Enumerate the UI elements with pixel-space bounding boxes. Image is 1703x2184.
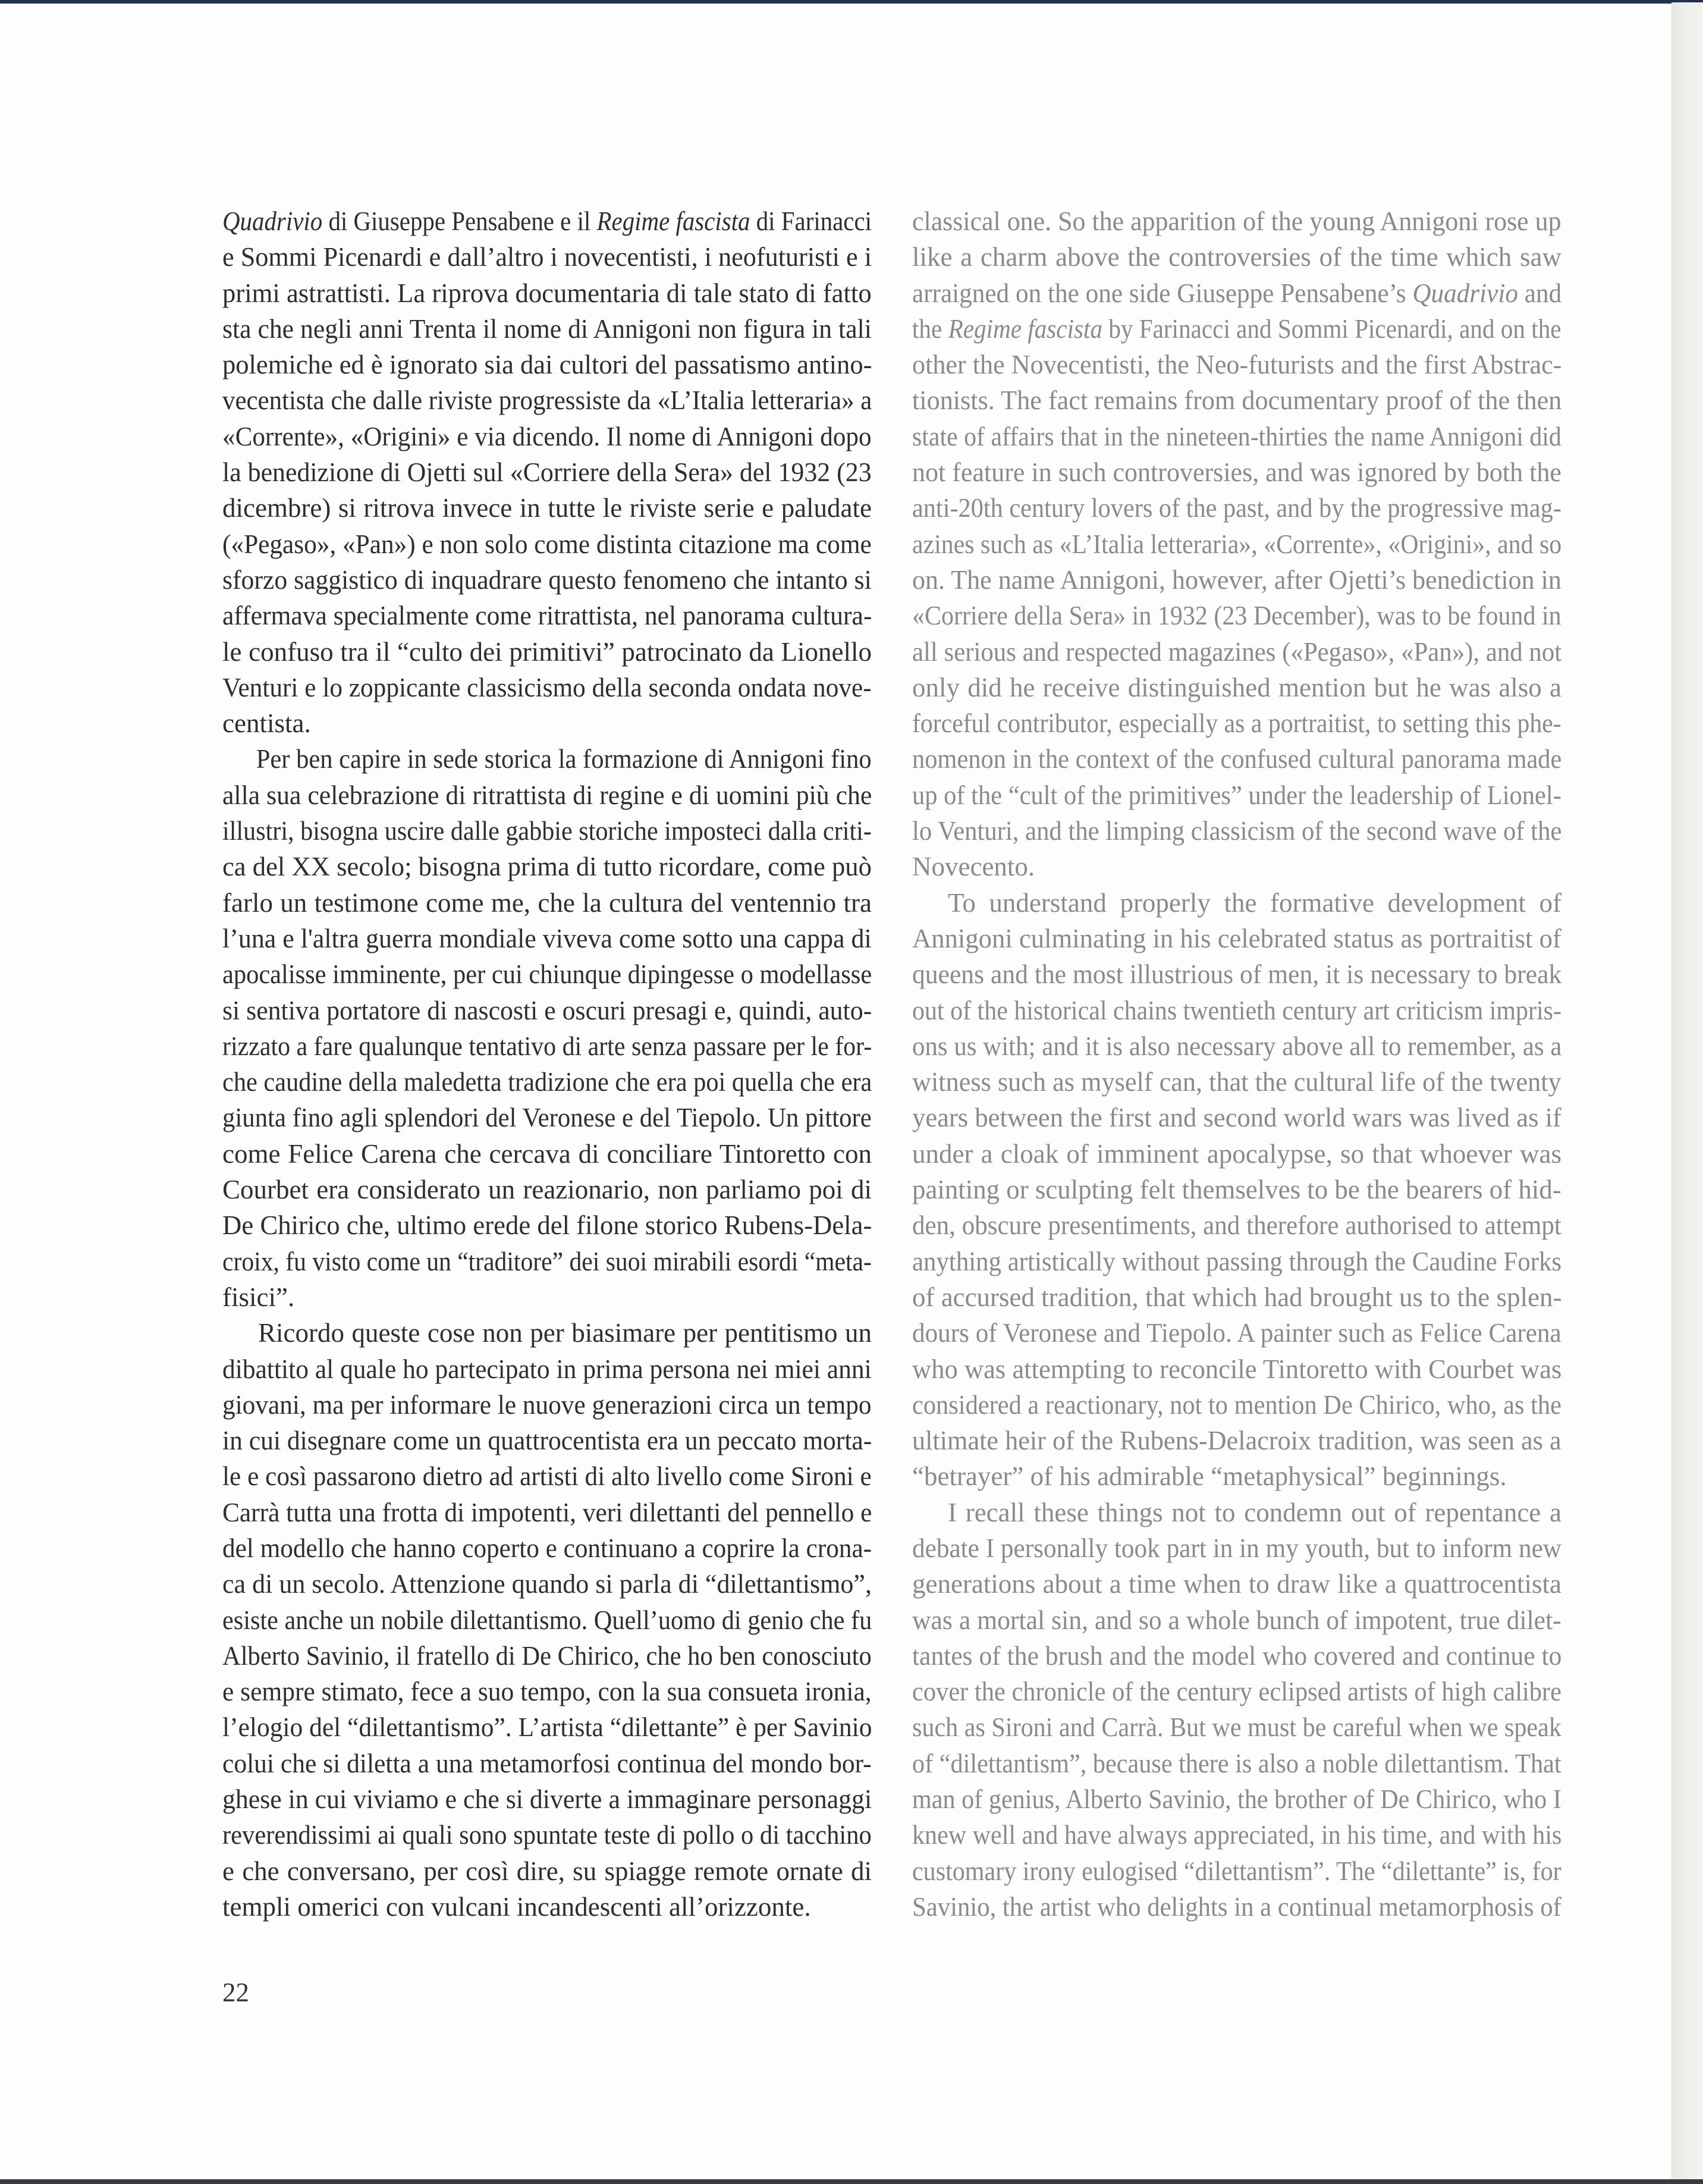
text-line (222, 1136, 872, 1172)
text-segment: on. The name Annigoni, however, after Ojetti’s benediction in (912, 564, 1561, 595)
text-line (222, 670, 872, 705)
text-segment: man of genius, Alberto Savinio, the brother of De Chirico, who I (912, 1784, 1561, 1815)
text-line (912, 1781, 1561, 1817)
text-segment: come Felice Carena che cercava di conciliare Tintoretto con (222, 1138, 872, 1169)
italic-title: Regime fascista (948, 313, 1103, 344)
text-line (912, 419, 1561, 454)
text-segment: l’elogio del “dilettantismo”. L’artista “dilettante” è per Savinio (222, 1712, 872, 1743)
text-line (912, 1387, 1561, 1423)
italic-title: Regime fascista (596, 206, 750, 236)
text-segment: such as Sironi and Carrà. But we must be careful when we speak (912, 1712, 1561, 1743)
text-line (912, 1746, 1561, 1781)
text-line (912, 1495, 1561, 1530)
text-line (912, 1279, 1561, 1315)
text-line (222, 1279, 872, 1315)
text-line (222, 777, 872, 813)
text-line (222, 705, 872, 741)
text-segment: ons us with; and it is also necessary above all to remember, as a (912, 1031, 1562, 1061)
text-line (912, 1064, 1561, 1100)
text-segment: state of affairs that in the nineteen-thirties the name Annigoni did (912, 421, 1561, 451)
text-line (222, 1709, 872, 1745)
text-segment: of accursed tradition, that which had brought us to the splen- (912, 1282, 1562, 1312)
text-line (912, 1315, 1561, 1351)
text-segment: Annigoni culminating in his celebrated status as portraitist of (912, 923, 1561, 953)
text-segment: e sempre stimato, fece a suo tempo, con la sua consueta ironia, (222, 1677, 872, 1707)
text-segment: illustri, bisogna uscire dalle gabbie storiche imposteci dalla criti- (222, 816, 872, 846)
text-segment: azines such as «L’Italia letteraria», «Corrente», «Origini», and so (912, 529, 1562, 559)
english-text-column (912, 203, 1561, 1925)
text-segment: sforzo saggistico di inquadrare questo fenomeno che intanto si (222, 564, 872, 595)
text-segment: Novecento. (912, 852, 1035, 882)
text-line (912, 885, 1561, 921)
text-segment: dours of Veronese and Tiepolo. A painter such as Felice Carena (912, 1318, 1561, 1348)
text-segment: painting or sculpting felt themselves to be the bearers of hid- (912, 1175, 1561, 1205)
italic-title: Quadrivio (1412, 278, 1518, 308)
text-line (222, 1638, 872, 1674)
text-line (912, 203, 1561, 239)
text-segment: knew well and have always appreciated, in his time, and with his (912, 1820, 1562, 1850)
text-line (912, 634, 1562, 670)
text-line (912, 956, 1562, 992)
text-line (222, 921, 872, 956)
text-line (222, 741, 872, 777)
text-segment: years between the first and second world wars was lived as if (912, 1103, 1561, 1133)
text-line (912, 1172, 1560, 1207)
text-segment: e Sommi Picenardi e dall’altro i novecentisti, i neofuturisti e i (222, 242, 872, 272)
text-line (912, 1458, 1561, 1494)
text-line (222, 419, 872, 454)
text-line (222, 634, 872, 670)
text-segment: customary irony eulogised “dilettantism”. The “dilettante” is, for (912, 1856, 1561, 1886)
text-line (912, 1244, 1562, 1279)
text-segment: sta che negli anni Trenta il nome di Annigoni non figura in tali (222, 313, 872, 344)
text-segment: e che conversano, per così dire, su spiagge remote ornate di (222, 1856, 872, 1886)
text-segment: anything artistically without passing through the Caudine Forks (912, 1246, 1562, 1276)
text-segment: nomenon in the context of the confused cultural panorama made (912, 744, 1562, 774)
text-segment: “betrayer” of his admirable “metaphysical” beginnings. (912, 1461, 1507, 1492)
text-line (912, 311, 1561, 347)
text-line (222, 1674, 872, 1709)
text-line (222, 1315, 872, 1351)
text-segment: rizzato a fare qualunque tentativo di arte senza passare per le for- (222, 1031, 872, 1061)
text-line (222, 1602, 872, 1638)
text-segment: by Farinacci and Sommi Picenardi, and on the (1102, 313, 1561, 344)
text-line (912, 382, 1562, 418)
text-segment: who was attempting to reconcile Tintoretto with Courbet was (912, 1354, 1562, 1384)
text-segment: of “dilettantism”, because there is also a noble dilettantism. That (912, 1748, 1561, 1778)
text-line (222, 1064, 872, 1100)
text-line (912, 1351, 1562, 1387)
text-segment: fisici”. (222, 1282, 295, 1312)
text-segment: colui che si diletta a una metamorfosi continua del mondo bor- (222, 1748, 872, 1778)
text-segment: considered a reactionary, not to mention De Chirico, who, as the (912, 1389, 1561, 1420)
text-line (222, 1530, 872, 1566)
text-line (912, 490, 1561, 526)
text-line (222, 1566, 872, 1602)
text-segment: forceful contributor, especially as a portraitist, to setting this phe- (912, 708, 1561, 739)
italian-text-column (222, 203, 872, 1925)
text-line (912, 1817, 1562, 1853)
text-line (222, 1458, 872, 1494)
text-segment: apocalisse imminente, per cui chiunque dipingesse o modellasse (222, 959, 872, 990)
text-line (222, 1351, 872, 1387)
text-line (912, 1566, 1561, 1602)
text-line (222, 239, 872, 275)
text-line (912, 1207, 1561, 1243)
text-line (912, 454, 1561, 490)
text-segment: I recall these things not to condemn out of repentance a (948, 1497, 1561, 1527)
text-segment: out of the historical chains twentieth century art criticism impris- (912, 995, 1561, 1025)
text-segment: dibattito al quale ho partecipato in prima persona nei miei anni (222, 1354, 872, 1384)
text-segment: Alberto Savinio, il fratello di De Chirico, che ho ben conosciuto (222, 1640, 872, 1671)
text-line (912, 777, 1561, 813)
text-line (912, 275, 1562, 311)
text-segment: anti-20th century lovers of the past, and by the progressive mag- (912, 493, 1561, 523)
text-line (912, 347, 1562, 382)
text-segment: ghese in cui viviamo e che si diverte a immaginare personaggi (222, 1784, 872, 1815)
text-segment: lo Venturi, and the limping classicism of the second wave of the (912, 816, 1562, 846)
text-segment: queens and the most illustrious of men, it is necessary to break (912, 959, 1562, 990)
text-line (912, 1638, 1562, 1674)
text-line (912, 598, 1561, 633)
text-line (912, 1530, 1562, 1566)
text-segment: giunta fino agli splendori del Veronese e del Tiepolo. Un pittore (222, 1103, 872, 1133)
text-segment: witness such as myself can, that the cultural life of the twenty (912, 1067, 1561, 1097)
text-segment: vecentista che dalle riviste progressiste da «L’Italia letteraria» a (222, 385, 872, 416)
text-segment: le confuso tra il “culto dei primitivi” patrocinato da Lionello (222, 636, 872, 667)
text-segment: cover the chronicle of the century eclipsed artists of high calibre (912, 1677, 1562, 1707)
text-segment: polemiche ed è ignorato sia dai cultori del passatismo antino- (222, 350, 872, 380)
text-segment: giovani, ma per informare le nuove generazioni circa un tempo (222, 1389, 872, 1420)
text-line (222, 311, 872, 347)
text-line (912, 526, 1562, 562)
text-line (222, 1207, 872, 1243)
text-segment: templi omerici con vulcani incandescenti all’orizzonte. (222, 1891, 811, 1922)
text-segment: den, obscure presentiments, and therefore authorised to attempt (912, 1210, 1561, 1241)
text-segment: tantes of the brush and the model who covered and continue to (912, 1640, 1562, 1671)
text-line (222, 1781, 872, 1817)
text-line (222, 993, 872, 1028)
text-line (912, 1674, 1562, 1709)
text-segment: alla sua celebrazione di ritrattista di regine e di uomini più che (222, 780, 872, 810)
text-segment: Courbet era considerato un reazionario, non parliamo poi di (222, 1175, 872, 1205)
text-line (912, 741, 1562, 777)
text-line (912, 993, 1561, 1028)
text-line (912, 562, 1561, 598)
text-line (912, 705, 1561, 741)
text-line (912, 670, 1561, 705)
text-line (222, 490, 872, 526)
text-line (222, 562, 872, 598)
text-line (222, 956, 872, 992)
text-segment: Savinio, the artist who delights in a continual metamorphosis of (912, 1891, 1561, 1922)
text-segment: ca del XX secolo; bisogna prima di tutto ricordare, come può (222, 852, 872, 882)
text-segment: del modello che hanno coperto e continuano a coprire la crona- (222, 1533, 872, 1563)
text-line (222, 1028, 872, 1064)
text-segment: esiste anche un nobile dilettantismo. Quell’uomo di genio che fu (222, 1605, 872, 1635)
text-line (912, 239, 1561, 275)
text-segment: croix, fu visto come un “traditore” dei suoi mirabili esordi “meta- (222, 1246, 872, 1276)
text-segment: generations about a time when to draw like a quattrocentista (912, 1569, 1561, 1599)
text-line (222, 1495, 872, 1530)
text-line (912, 1028, 1562, 1064)
text-segment: ultimate heir of the Rubens-Delacroix tradition, was seen as a (912, 1426, 1561, 1456)
text-segment: Ricordo queste cose non per biasimare per pentitismo un (258, 1318, 872, 1348)
text-segment: la benedizione di Ojetti sul «Corriere della Sera» del 1932 (23 (222, 457, 872, 488)
text-line (912, 1709, 1561, 1745)
text-line (912, 849, 1561, 884)
text-line (912, 921, 1561, 956)
text-segment: was a mortal sin, and so a whole bunch of impotent, true dilet- (912, 1605, 1561, 1635)
text-segment: under a cloak of imminent apocalypse, so that whoever was (912, 1138, 1561, 1169)
text-line (222, 1746, 872, 1781)
italic-title: Quadrivio (222, 206, 323, 236)
text-segment: «Corrente», «Origini» e via dicendo. Il nome di Annigoni dopo (222, 421, 872, 451)
text-segment: dicembre) si ritrova invece in tutte le riviste serie e paludate (222, 493, 872, 523)
text-line (222, 1817, 872, 1853)
text-segment: only did he receive distinguished mention but he was also a (912, 672, 1561, 702)
text-line (912, 1136, 1561, 1172)
text-segment: primi astrattisti. La riprova documentaria di tale stato di fatto (222, 278, 872, 308)
text-line (222, 454, 872, 490)
text-segment: Venturi e lo zoppicante classicismo della seconda ondata nove- (222, 672, 872, 702)
text-segment: ca di un secolo. Attenzione quando si parla di “dilettantismo”, (222, 1569, 872, 1599)
text-segment: Carrà tutta una frotta di impotenti, veri dilettanti del pennello e (222, 1497, 872, 1527)
text-line (222, 849, 872, 884)
page-edge-shadow (1671, 2, 1703, 2179)
text-segment: che caudine della maledetta tradizione che era poi quella che era (222, 1067, 872, 1097)
text-segment: other the Novecentisti, the Neo-futurists and the first Abstrac- (912, 350, 1562, 380)
text-line (222, 275, 872, 311)
text-segment: To understand properly the formative development of (948, 887, 1561, 918)
text-line (912, 813, 1562, 849)
text-segment: farlo un testimone come me, che la cultura del ventennio tra (222, 887, 872, 918)
text-segment: di Giuseppe Pensabene e il (322, 206, 597, 236)
text-line (912, 1100, 1561, 1135)
text-line (222, 347, 872, 382)
text-segment: in cui disegnare come un quattrocentista era un peccato morta- (222, 1426, 872, 1456)
text-segment: and (1517, 278, 1562, 308)
text-segment: arraigned on the one side Giuseppe Pensabene’s (912, 278, 1413, 308)
text-line (912, 1602, 1561, 1638)
text-segment: tionists. The fact remains from documentary proof of the then (912, 385, 1562, 416)
text-line (222, 813, 872, 849)
text-segment: De Chirico che, ultimo erede del filone storico Rubens-Dela- (222, 1210, 872, 1241)
text-line (222, 1244, 872, 1279)
text-line (222, 1387, 872, 1423)
page-number: 22 (222, 1978, 249, 2007)
text-segment: l’una e l'altra guerra mondiale viveva come sotto una cappa di (222, 923, 872, 953)
text-segment: debate I personally took part in in my youth, but to inform new (912, 1533, 1562, 1563)
scan-top-edge (0, 0, 1703, 4)
scan-bottom-edge (0, 2179, 1703, 2184)
text-segment: («Pegaso», «Pan») e non solo come distinta citazione ma come (222, 529, 872, 559)
text-segment: centista. (222, 708, 311, 739)
text-line (912, 1853, 1561, 1889)
text-line (222, 1172, 872, 1207)
text-segment: affermava specialmente come ritrattista, nel panorama cultura- (222, 601, 872, 631)
text-line (222, 526, 872, 562)
text-line (222, 1100, 872, 1135)
text-segment: di Farinacci (750, 206, 872, 236)
text-line (222, 382, 872, 418)
text-segment: all serious and respected magazines («Pegaso», «Pan»), and not (912, 636, 1562, 667)
text-segment: like a charm above the controversies of the time which saw (912, 242, 1561, 272)
text-line (222, 1423, 872, 1458)
text-segment: up of the “cult of the primitives” under the leadership of Lionel- (912, 780, 1561, 810)
text-segment: reverendissimi ai quali sono spuntate teste di pollo o di tacchino (222, 1820, 872, 1850)
text-segment: «Corriere della Sera» in 1932 (23 December), was to be found in (912, 601, 1561, 631)
text-line (222, 203, 872, 239)
text-segment: classical one. So the apparition of the young Annigoni rose up (912, 206, 1561, 236)
text-segment: le e così passarono dietro ad artisti di alto livello come Sironi e (222, 1461, 872, 1492)
text-segment: Per ben capire in sede storica la formazione di Annigoni fino (256, 744, 872, 774)
text-line (912, 1889, 1561, 1925)
text-line (222, 1853, 872, 1889)
text-line (222, 1889, 872, 1925)
text-line (912, 1423, 1561, 1458)
text-segment: the (912, 313, 948, 344)
text-line (222, 885, 872, 921)
text-line (222, 598, 872, 633)
text-segment: not feature in such controversies, and was ignored by both the (912, 457, 1561, 488)
text-segment: si sentiva portatore di nascosti e oscuri presagi e, quindi, auto- (222, 995, 872, 1025)
